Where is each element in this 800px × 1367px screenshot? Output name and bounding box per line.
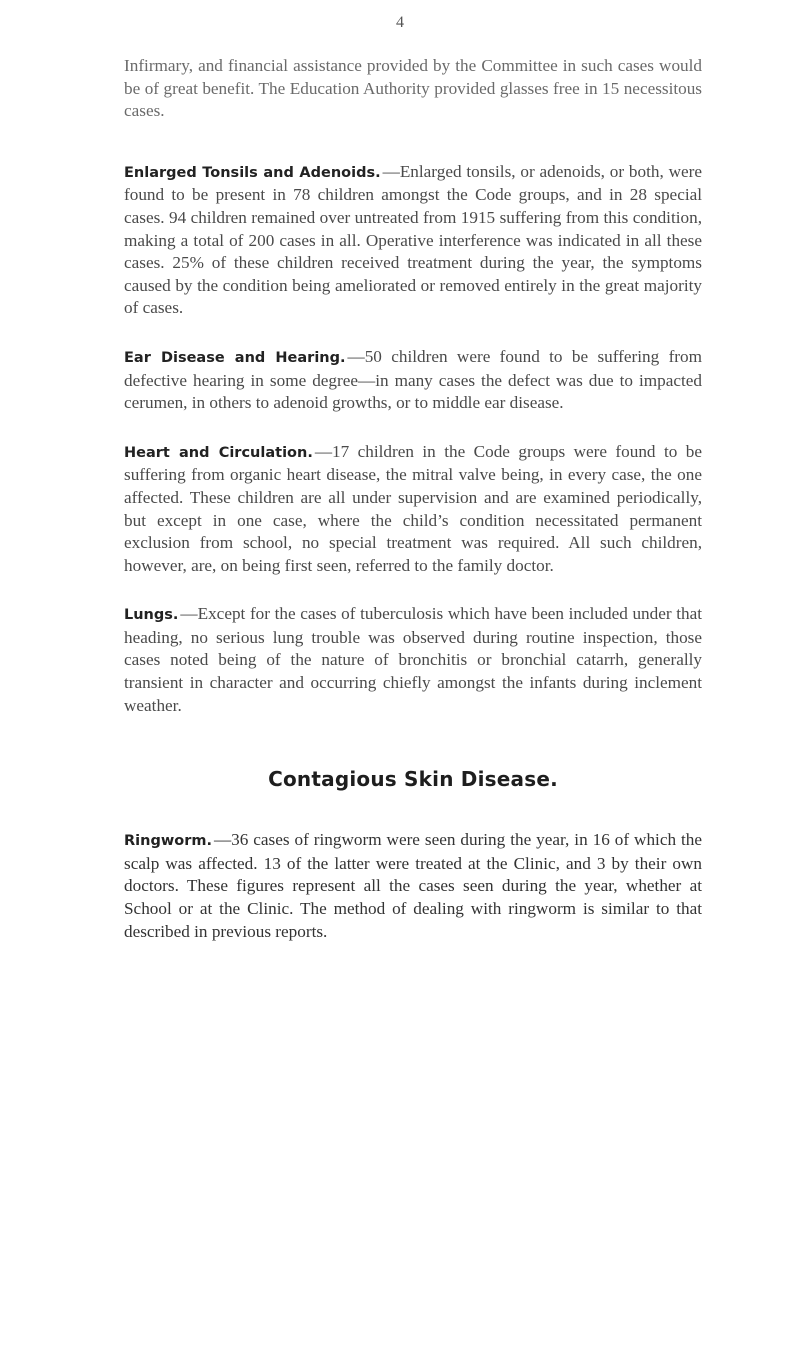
intro-paragraph: Infirmary, and financial assistance provided by the Committee in such cases would be of great benefit. The Education Authority provided glasses free in 15 necessitous cases. [124, 56, 702, 121]
skin-disease-section-title: Contagious Skin Disease. [268, 767, 558, 792]
ringworm-body: —36 cases of ringworm were seen during the year, in 16 of which the scalp was affected. 13 of the latter were treated at the Clinic, and 3 by their own doctors. These figures represent all the cases seen during the year, whether at School or at the Clinic. The method of dealing with ringworm is similar to that described in previous reports. [124, 830, 702, 941]
ear-paragraph [124, 346, 702, 415]
ringworm-heading: Ringworm. [124, 833, 212, 850]
heart-paragraph [124, 441, 702, 578]
ear-heading: Ear Disease and Hearing. [124, 349, 346, 366]
page-number: 4 [396, 14, 404, 31]
tonsils-body: —Enlarged tonsils, or adenoids, or both, were found to be present in 78 children amongst the Code groups, and in 28 special cases. 94 children remained over untreated from 1915 suffering from this condition, making a total of 200 cases in all. Operative interference was indicated in all these cases. 25% of these children received treatment during the year, the symptoms caused by the condition being ameliorated or removed entirely in the great majority of cases. [124, 161, 702, 318]
lungs-paragraph [124, 603, 702, 717]
lungs-heading: Lungs. [124, 607, 179, 624]
heart-heading: Heart and Circulation. [124, 444, 313, 461]
ear-body: —50 children were found to be suffering from defective hearing in some degree—in many cases the defect was due to impacted cerumen, in others to adenoid growths, or to middle ear disease. [124, 346, 702, 413]
lungs-body: —Except for the cases of tuberculosis which have been included under that heading, no serious lung trouble was observed during routine inspection, those cases noted being of the nature of bronchitis or bronchial catarrh, generally transient in character and occurring chiefly amongst the infants during inclement weather. [124, 604, 702, 715]
tonsils-heading: Enlarged Tonsils and Adenoids. [124, 164, 381, 181]
page-content [124, 55, 702, 969]
tonsils-paragraph [124, 161, 702, 320]
ringworm-paragraph [124, 829, 702, 943]
heart-body: —17 children in the Code groups were found to be suffering from organic heart disease, the mitral valve being, in every case, the one affected. These children are all under supervision and are examined periodically, but except in one case, where the child’s condition necessitated permanent exclusion from school, no special treatment was required. All such children, however, are, on being first seen, referred to the family doctor. [124, 441, 702, 575]
